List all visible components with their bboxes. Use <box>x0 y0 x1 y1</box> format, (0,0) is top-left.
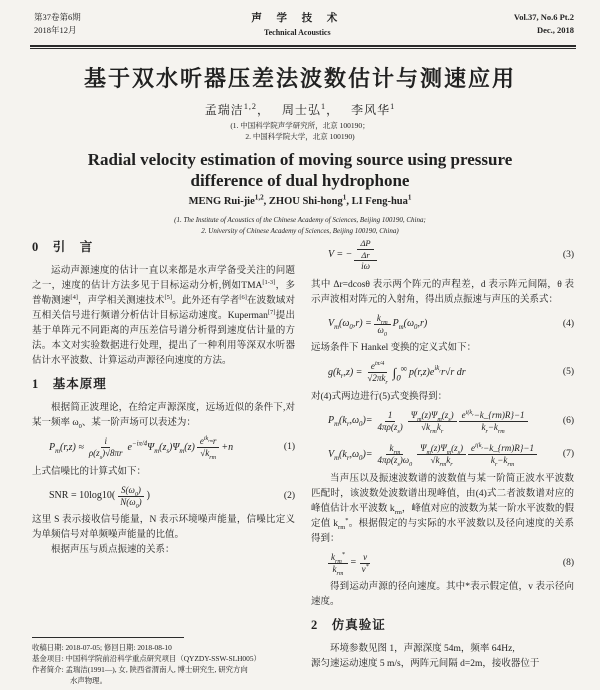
journal-name-en: Technical Acoustics <box>264 28 331 38</box>
equation-6-number: (6) <box>562 415 574 426</box>
equation-8 <box>311 552 574 576</box>
section-1-paragraph-4: 其中 Δr=dcosθ 表示两个阵元的声程差，d 表示阵元间隔，θ 表示声波相对阵元的入射角，得出质点振速与声压的关系式： <box>311 279 574 305</box>
section-2-heading: 2 仿真验证 <box>311 618 386 632</box>
received-date: 收稿日期: 2018-07-05; 修回日期: 2018-08-10 <box>32 642 172 652</box>
equation-2 <box>32 485 295 509</box>
equation-1-body: $P_m(r,z)$ ≈ $\frac{i}{\rho(z_s)√8\pi r}$ $e^{-i\pi/4}\Psi_m(z_s)\Psi_m(z)$ $\frac{e^{ik_{rm}}r}{√k_{rm}}$ +n <box>49 436 234 462</box>
issue-date-en: Dec., 2018 <box>536 25 574 36</box>
authors-cn: 孟瑞洁$^{1,2}$， 周士弘$^1$， 李风华$^1$ <box>204 102 396 117</box>
section-1-paragraph-3: 根据声压与质点振速的关系： <box>51 545 175 555</box>
funding-info: 基金项目: 中国科学院前沿科学重点研究项目（QYZDY-SSW-SLH005） <box>32 653 261 663</box>
equation-4-number: (4) <box>562 318 574 329</box>
equation-5-body: $g(k_r,z)$ = $\frac{e^{i\pi/4}}{√2\pi k_r}$ $\int_0^\infty$ $p(r,z)e^{ik_r}r√r$ dr <box>328 361 466 387</box>
equation-7 <box>311 443 574 467</box>
affiliations-en <box>0 215 600 236</box>
equation-2-body: SNR = 10log10( $\frac{S(\omega_0)}{N(\omega_0)}$ ) <box>49 484 150 510</box>
footnote-divider <box>32 637 184 638</box>
section-2-paragraph: 环境参数见图 1，声源深度 54m，频率 64Hz, <box>330 644 515 654</box>
equation-5 <box>311 361 574 385</box>
section-0-heading: 0 引 言 <box>32 240 94 254</box>
equation-6 <box>311 410 574 434</box>
equation-7-body: $V_m(k_r,\omega_0)=$ $\frac{k_{rm}}{4\pi\rho(z_s)\omega_0}$ $\frac{\Psi_m(z)\Psi_m(z_s)}{√k_{rm}k_r}$ $\frac{e^{i(k_r}-k\_\{rm)R\}-1}{k_r-k_{rm}}$ <box>311 443 559 467</box>
section-1-paragraph-6: 得到运动声源的径向速度。其中*表示假定值，v 表示径向速度。 <box>311 582 574 607</box>
equation-2-number: (2) <box>283 490 295 501</box>
author-bio: 作者简介: 孟瑞洁(1991—), 女, 陕西省渭南人, 博士研究生, 研究方向 <box>32 664 248 674</box>
affiliations-cn <box>0 121 600 143</box>
journal-header <box>34 11 574 40</box>
body-columns <box>32 238 574 690</box>
equation-7-number: (7) <box>562 449 574 460</box>
equation-3-body: V = − $\frac{\frac{\Delta P}{\Delta r}}{i\omega}$ <box>311 238 559 273</box>
volume-number: Vol.37, No.6 Pt.2 <box>513 12 574 22</box>
equation-4-body: $V_m(\omega_0,r)$ = $\frac{k_{rm}}{\omega_0}$ $P_m(\omega_0,r)$ <box>328 312 428 338</box>
journal-name <box>251 11 343 40</box>
paper-title-en-line2: difference of dual hydrophone <box>190 171 410 191</box>
equation-1 <box>32 436 295 460</box>
affiliation-cn-2: 2. 中国科学院大学，北京 100190) <box>245 131 355 141</box>
hankel-intro-line: 远场条件下 Hankel 变换的定义式如下： <box>311 343 477 353</box>
left-column <box>32 238 295 690</box>
paper-title-en-line1: Radial velocity estimation of moving source using pressure <box>87 150 513 169</box>
paper-title-cn: 基于双水听器压差法波数估计与测速应用 <box>83 66 516 91</box>
section-2-paragraph-partial: 源匀速运动速度 5 m/s，两阵元间隔 d=2m，接收器位于 <box>311 659 540 669</box>
snr-intro-line: 上式信噪比的计算式如下： <box>32 466 147 477</box>
affiliation-en-1: (1. The Institute of Acoustics of the Chinese Academy of Sciences, Beijing 100190, China; <box>174 216 426 224</box>
equation-5-number: (5) <box>562 367 574 378</box>
section-0-paragraph: 运动声源速度的估计一直以来都是水声学备受关注的问题之一，速度的估计方法多见于目标运动分析,例如TMA[1-3]，多普勒测速[4]，声学相关测速技术[5]。此外还有学者[6]在波数域对互相关信号进行频谱分析估计目标运动速度。Kuperman[7]提出基于单阵元不同距离的声压差信号谱分析得到速度估计量的方法。本文对实验数据进行处理，提出了一种利用等深双水听器估计水平波数、计算运动声源径向速度的方法。 <box>32 266 295 366</box>
header-divider <box>30 45 576 49</box>
author-bio-continued: 水声物理。 <box>70 675 107 685</box>
section-1-paragraph-2: 这里 S 表示接收信号能量，N 表示环境噪声能量，信噪比定义为单频信号对单频噪声能量的比值。 <box>32 515 295 540</box>
affiliation-en-2: 2. University of Chinese Academy of Sciences, Beijing 100190, China) <box>201 226 399 235</box>
equation-3-number: (3) <box>562 249 574 260</box>
section-1-paragraph-5: 当声压以及振速波数谱的波数值与某一阶简正波水平波数匹配时，该波数处波数谱出现峰值，由(4)式二者波数谱对应的峰值估计水平波数 $k_{rm}$，峰值对应的波数为某一阶水平波数的假定值 $k_{rm}^*$。根据假定的与实际的水平波数以及径向速度的关系得到： <box>311 473 574 544</box>
equation-8-body: $\frac{k_{rm}^*}{k_{rm}}$ = $\frac{v}{v^*}$ <box>311 552 559 576</box>
issue-date-cn: 2018年12月 <box>34 25 77 36</box>
issue-info <box>34 11 81 37</box>
equation-1-number: (1) <box>283 442 295 453</box>
equation-4 <box>311 313 574 337</box>
affiliation-cn-1: (1. 中国科学院声学研究所，北京 100190； <box>230 121 370 130</box>
equation-8-number: (8) <box>562 557 574 568</box>
section-1-heading: 1 基本原理 <box>32 377 107 391</box>
issue-volume: 第37卷第6期 <box>34 12 81 22</box>
equation-6-body: $P_m(k_r,\omega_0)=$ $\frac{1}{4\pi\rho(z_s)}$ $\frac{\Psi_m(z)\Psi_m(z_s)}{√k_{rm}k_r}$ $\frac{e^{i(k_r}-k\_\{rm)R\}-1}{k_r-k_{rm}}$ <box>311 410 559 434</box>
volume-info <box>514 11 574 37</box>
journal-name-cn: 声 学 技 术 <box>251 13 344 24</box>
section-1-paragraph-1: 根据简正波理论，在给定声源深度，远场近似的条件下,对某一频率 $\omega_0$、某一阶声场可以表述为： <box>32 403 295 430</box>
right-column <box>311 238 574 690</box>
footnote-block <box>32 637 295 690</box>
authors-en: MENG Rui-jie$^{1,2}$, ZHOU Shi-hong$^1$, LI Feng-hua$^1$ <box>188 193 412 207</box>
equation-3 <box>311 238 574 273</box>
paper-title-en <box>40 149 560 192</box>
transform-intro-line: 对(4)式两边进行(5)式变换得到： <box>311 391 448 402</box>
